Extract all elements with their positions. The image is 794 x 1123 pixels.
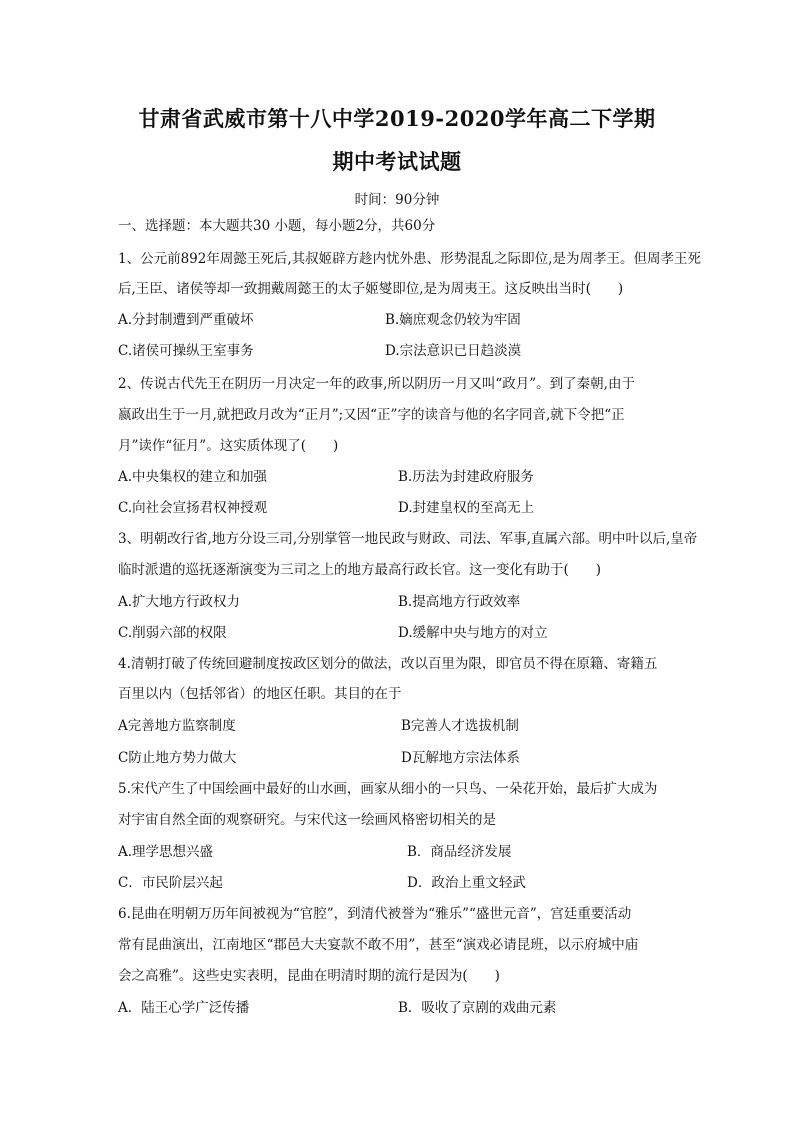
- option-b: B.嫡庶观念仍较为牢固: [385, 312, 521, 328]
- option-d: D.宗法意识已日趋淡漠: [385, 343, 522, 359]
- option-a: A完善地方监察制度: [118, 718, 236, 734]
- option-a: A．陆王心学广泛传播: [118, 1000, 250, 1016]
- option-b: B.历法为封建政府服务: [398, 469, 534, 485]
- question-stem-line: 2、传说古代先王在阴历一月决定一年的政事,所以阴历一月又叫“政月”。到了秦朝,由于: [118, 376, 635, 392]
- question-stem-line: 4.清朝打破了传统回避制度按政区划分的做法，改以百里为限，即官员不得在原籍、寄籍五: [118, 656, 658, 672]
- question-stem-line: 百里以内（包括邻省）的地区任职。其目的在于: [118, 686, 402, 702]
- option-c: C.削弱六部的权限: [118, 625, 227, 641]
- option-b: B.提高地方行政效率: [398, 594, 521, 610]
- option-d: D.封建皇权的至高无上: [398, 500, 535, 516]
- option-a: A.分封制遭到严重破坏: [118, 312, 254, 328]
- option-a: A.中央集权的建立和加强: [118, 469, 268, 485]
- question-stem-line: 常有昆曲演出，江南地区“郡邑大夫宴款不敢不用”，甚至“演戏必请昆班，以示府城中庙: [118, 937, 639, 953]
- question-stem-line: 嬴政出生于一月,就把政月改为“正月”;又因“正”字的读音与他的名字同音,就下令把“正: [118, 407, 625, 423]
- question-stem-line: 1、公元前892年周懿王死后,其叔姬辟方趁内忧外患、形势混乱之际即位,是为周孝王。但周孝王死: [118, 251, 701, 267]
- option-c: C防止地方势力做大: [118, 750, 237, 766]
- question-stem-line: 6.昆曲在明朝万历年间被视为“官腔”，到清代被誉为“雅乐”“盛世元音”，宫廷重要活动: [118, 906, 632, 922]
- option-c: C.向社会宣扬君权神授观: [118, 500, 268, 516]
- question-stem-line: 3、明朝改行省,地方分设三司,分别掌管一地民政与财政、司法、军事,直属六部。明中叶以后,皇帝: [118, 531, 698, 547]
- option-c: C.诸侯可操纵王室事务: [118, 343, 254, 359]
- option-a: A.理学思想兴盛: [118, 844, 214, 860]
- exam-time: 时间：90分钟: [354, 192, 440, 208]
- question-stem-line: 对宇宙自然全面的观察研究。与宋代这一绘画风格密切相关的是: [118, 812, 496, 828]
- document-title-line2: 期中考试试题: [332, 149, 462, 174]
- question-stem-line: 月”读作“征月”。这实质体现了( ): [118, 438, 339, 454]
- option-b: B．吸收了京剧的戏曲元素: [398, 1000, 557, 1016]
- option-d: D.缓解中央与地方的对立: [398, 625, 548, 641]
- option-d: D．政治上重文轻武: [407, 875, 526, 891]
- option-d: D瓦解地方宗法体系: [401, 750, 520, 766]
- question-stem-line: 临时派遣的巡抚逐渐演变为三司之上的地方最高行政长官。这一变化有助于( ): [118, 562, 602, 578]
- option-c: C．市民阶层兴起: [118, 875, 223, 891]
- question-stem-line: 会之高雅”。这些史实表明，昆曲在明清时期的流行是因为( ): [118, 968, 500, 984]
- option-a: A.扩大地方行政权力: [118, 594, 241, 610]
- question-stem-line: 5.宋代产生了中国绘画中最好的山水画，画家从细小的一只鸟、一朵花开始，最后扩大成为: [118, 781, 658, 797]
- document-title-line1: 甘肃省武威市第十八中学2019-2020学年高二下学期: [138, 106, 656, 131]
- option-b: B．商品经济发展: [407, 844, 512, 860]
- question-stem-line: 后,王臣、诸侯等却一致拥戴周懿王的太子姬燮即位,是为周夷王。这反映出当时( ): [118, 281, 624, 297]
- section-heading: 一、选择题：本大题共30 小题，每小题2分，共60分: [118, 218, 436, 234]
- option-b: B完善人才选拔机制: [401, 718, 519, 734]
